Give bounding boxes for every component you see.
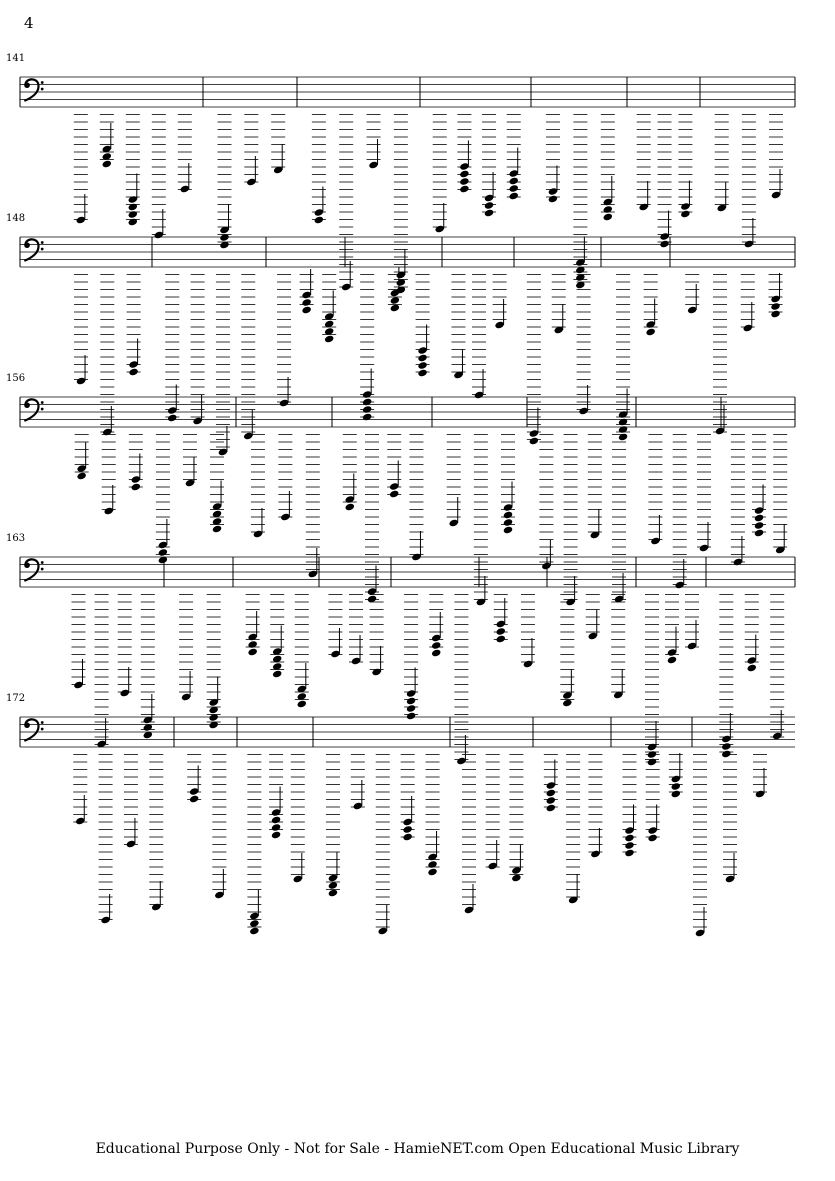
note — [447, 435, 461, 528]
note — [129, 435, 143, 492]
note — [124, 755, 138, 849]
notehead — [301, 306, 311, 315]
note — [291, 755, 305, 884]
notehead — [624, 849, 634, 858]
note — [99, 755, 113, 925]
notehead — [721, 742, 731, 751]
measure-number: 172 — [6, 693, 26, 704]
notehead — [247, 648, 257, 657]
notehead — [297, 700, 307, 709]
note — [73, 755, 87, 826]
notehead — [459, 177, 469, 186]
note — [457, 115, 471, 194]
note — [210, 435, 224, 534]
bass-clef-icon — [24, 719, 43, 741]
notehead — [503, 526, 513, 535]
note — [769, 115, 783, 200]
bass-clef-icon — [24, 239, 43, 261]
note — [95, 595, 109, 749]
note — [742, 115, 756, 249]
notehead — [128, 210, 138, 219]
note — [244, 115, 258, 187]
note — [247, 755, 261, 936]
notehead — [503, 518, 513, 527]
note — [212, 755, 226, 900]
notehead — [618, 433, 628, 442]
note — [339, 115, 353, 292]
notehead — [272, 670, 282, 679]
notehead — [459, 185, 469, 194]
note — [586, 595, 600, 641]
notehead — [271, 816, 281, 825]
notehead — [529, 437, 539, 446]
notehead — [345, 503, 355, 512]
note — [102, 435, 116, 516]
note — [623, 755, 637, 858]
note — [75, 435, 89, 481]
bass-clef-icon — [24, 559, 43, 581]
note — [474, 435, 488, 607]
note — [588, 435, 602, 540]
notehead — [603, 213, 613, 222]
notehead — [624, 841, 634, 850]
notehead — [328, 889, 338, 898]
notehead — [417, 369, 427, 378]
notehead — [128, 218, 138, 227]
notehead — [102, 160, 112, 169]
note — [678, 115, 692, 219]
note — [118, 595, 132, 698]
notehead — [548, 195, 558, 204]
note — [401, 755, 415, 842]
note — [126, 115, 140, 227]
notehead — [503, 511, 513, 520]
notehead — [131, 483, 141, 492]
notehead — [659, 240, 669, 249]
bass-clef-icon — [24, 79, 43, 101]
notehead — [459, 170, 469, 179]
note — [731, 435, 745, 567]
note — [472, 275, 486, 400]
note — [367, 115, 381, 170]
note — [217, 115, 231, 250]
notehead — [647, 834, 657, 843]
note — [270, 595, 284, 679]
note — [179, 595, 193, 702]
notehead — [362, 413, 372, 422]
notehead — [324, 335, 334, 344]
notehead — [247, 640, 257, 649]
notehead — [417, 354, 427, 363]
note — [507, 115, 521, 201]
notehead — [362, 398, 372, 407]
notehead — [158, 548, 168, 557]
notehead — [770, 310, 780, 319]
notehead — [427, 860, 437, 869]
note — [753, 755, 767, 799]
note — [251, 435, 265, 539]
note — [429, 595, 443, 658]
note — [241, 275, 255, 441]
notehead — [249, 919, 259, 928]
note — [349, 595, 363, 666]
note — [665, 595, 679, 665]
notehead — [754, 521, 764, 530]
notehead — [509, 177, 519, 186]
notehead — [624, 834, 634, 843]
note — [71, 595, 85, 690]
note — [370, 595, 384, 677]
notehead — [509, 192, 519, 201]
note — [752, 435, 766, 538]
notehead — [314, 216, 324, 225]
note — [773, 435, 787, 555]
note — [343, 435, 357, 512]
note — [156, 435, 170, 565]
notehead — [249, 927, 259, 936]
notehead — [721, 750, 731, 759]
note — [365, 435, 379, 604]
note — [127, 275, 141, 377]
note — [416, 275, 430, 378]
notehead — [484, 209, 494, 218]
note — [637, 115, 651, 212]
notehead — [431, 649, 441, 658]
notehead — [496, 627, 506, 636]
note — [269, 755, 283, 840]
note — [187, 755, 201, 804]
note — [404, 595, 418, 721]
note — [719, 595, 733, 759]
note — [277, 275, 291, 408]
note — [564, 435, 578, 607]
footer-text: Educational Purpose Only - Not for Sale - HamieNET.com Open Educational Music Library — [95, 1141, 740, 1157]
note — [360, 275, 374, 422]
notehead — [546, 804, 556, 813]
notehead — [128, 203, 138, 212]
note — [745, 595, 759, 673]
note — [552, 275, 566, 335]
note — [394, 115, 408, 295]
notehead — [747, 664, 757, 673]
note — [509, 755, 523, 883]
note — [376, 755, 390, 936]
notehead — [511, 874, 521, 883]
note — [658, 115, 672, 249]
note — [207, 595, 221, 730]
note — [611, 595, 625, 700]
note — [560, 595, 574, 708]
notehead — [76, 472, 86, 481]
note — [544, 755, 558, 813]
notehead — [667, 656, 677, 665]
notehead — [406, 712, 416, 721]
note — [149, 755, 163, 912]
measure-number: 141 — [6, 53, 26, 64]
note — [433, 115, 447, 234]
note — [573, 115, 587, 290]
notehead — [390, 304, 400, 313]
staff-system — [6, 373, 795, 606]
note — [588, 755, 602, 859]
staff-system — [6, 693, 795, 937]
notehead — [301, 298, 311, 307]
staff-system — [6, 533, 795, 766]
measure-number: 156 — [6, 373, 26, 384]
note — [278, 435, 292, 522]
note — [723, 755, 737, 884]
note — [486, 755, 500, 871]
bass-clef-icon — [24, 399, 43, 421]
note — [493, 275, 507, 330]
note — [539, 435, 553, 571]
notehead — [362, 405, 372, 414]
note — [409, 435, 423, 562]
notehead — [417, 361, 427, 370]
note — [165, 275, 179, 423]
note — [178, 115, 192, 194]
notehead — [427, 868, 437, 877]
note — [141, 595, 155, 740]
note — [326, 755, 340, 898]
notehead — [271, 823, 281, 832]
note — [312, 115, 326, 225]
page-number: 4 — [24, 14, 34, 32]
notehead — [271, 831, 281, 840]
note — [271, 115, 285, 175]
note — [685, 595, 699, 651]
note — [482, 115, 496, 218]
note — [191, 275, 205, 426]
note — [673, 435, 687, 590]
note — [216, 275, 230, 457]
note — [646, 755, 660, 843]
notehead — [754, 514, 764, 523]
note — [462, 755, 476, 915]
notehead — [618, 418, 628, 427]
note — [351, 755, 365, 811]
notehead — [618, 425, 628, 434]
notehead — [509, 184, 519, 193]
note — [644, 275, 658, 337]
notehead — [484, 201, 494, 210]
measure-number: 148 — [6, 213, 26, 224]
note — [741, 275, 755, 333]
notehead — [167, 414, 177, 423]
note — [74, 275, 88, 386]
notehead — [546, 796, 556, 805]
note — [685, 275, 699, 315]
measure-number: 163 — [6, 533, 26, 544]
notehead — [645, 328, 655, 337]
notehead — [402, 833, 412, 842]
note — [451, 275, 465, 380]
note — [693, 755, 707, 938]
note — [426, 755, 440, 877]
note — [616, 275, 630, 442]
note — [645, 595, 659, 767]
notehead — [680, 210, 690, 219]
notehead — [189, 795, 199, 804]
note — [577, 275, 591, 416]
note — [100, 115, 114, 169]
note — [566, 755, 580, 905]
note — [494, 595, 508, 644]
notehead — [671, 790, 681, 799]
notehead — [603, 205, 613, 214]
note — [769, 273, 783, 318]
note — [300, 269, 314, 314]
note — [601, 115, 615, 222]
note — [713, 275, 727, 436]
notehead — [390, 296, 400, 305]
notehead — [406, 697, 416, 706]
notehead — [389, 490, 399, 499]
note — [521, 595, 535, 669]
notehead — [212, 525, 222, 534]
note — [295, 595, 309, 709]
note — [74, 115, 88, 225]
note — [546, 115, 560, 204]
note — [246, 595, 260, 657]
note — [669, 753, 683, 798]
note — [697, 435, 711, 553]
note — [328, 595, 342, 659]
note — [612, 435, 626, 604]
notehead — [671, 782, 681, 791]
note — [183, 435, 197, 488]
notehead — [496, 635, 506, 644]
notehead — [406, 704, 416, 713]
note — [322, 275, 336, 344]
notehead — [770, 302, 780, 311]
note — [715, 115, 729, 213]
notehead — [431, 641, 441, 650]
staff-system — [6, 53, 795, 294]
note — [770, 595, 784, 741]
notehead — [328, 881, 338, 890]
notehead — [546, 789, 556, 798]
note — [648, 435, 662, 546]
note — [387, 435, 401, 499]
notehead — [128, 368, 138, 377]
notehead — [562, 699, 572, 708]
notehead — [754, 529, 764, 538]
notehead — [402, 825, 412, 834]
note — [501, 435, 515, 535]
note — [152, 115, 166, 240]
